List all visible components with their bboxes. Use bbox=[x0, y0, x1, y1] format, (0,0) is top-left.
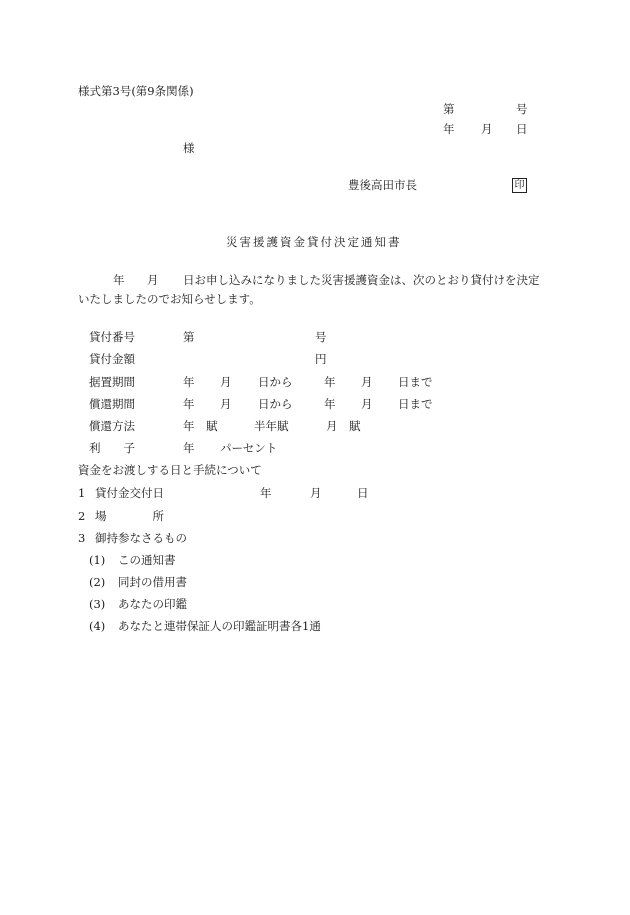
addressee-honorific: 様 bbox=[183, 141, 195, 155]
required-item-label: あなたの印鑑 bbox=[118, 597, 187, 611]
repayment-period-label: 償還期間 bbox=[89, 397, 135, 411]
deferment-month: 月 bbox=[220, 375, 232, 389]
procedure-item-3-label: 御持参なさるもの bbox=[95, 531, 187, 545]
disbursement-year: 年 bbox=[260, 486, 272, 500]
procedure-item-2-number: 2 bbox=[78, 509, 86, 523]
interest-year: 年 bbox=[183, 441, 195, 455]
deferment-until: 日まで bbox=[398, 375, 433, 389]
form-label: 様式第3号(第9条関係) bbox=[78, 84, 194, 98]
repayment-method-monthly: 月 賦 bbox=[326, 419, 361, 433]
deferment-from: 日から bbox=[258, 375, 293, 389]
procedure-item-2-label: 場 所 bbox=[95, 509, 164, 523]
repayment-method-label: 償還方法 bbox=[89, 419, 135, 433]
seal-mark: 印 bbox=[512, 178, 527, 193]
issuer-name: 豊後高田市長 bbox=[348, 178, 417, 192]
interest-label: 利 子 bbox=[89, 441, 135, 455]
repayment-method-semiannual: 半年賦 bbox=[254, 419, 289, 433]
deferment-label: 据置期間 bbox=[89, 375, 135, 389]
loan-number-suffix: 号 bbox=[315, 330, 327, 344]
date-day: 日 bbox=[516, 122, 528, 136]
issuer-seal bbox=[512, 178, 527, 193]
repayment-method-annual: 年 賦 bbox=[183, 419, 218, 433]
required-item-label: この通知書 bbox=[118, 553, 176, 567]
procedure-item-1-label: 貸付金交付日 bbox=[95, 486, 164, 500]
required-item-number: (4) bbox=[89, 619, 106, 633]
procedure-heading: 資金をお渡しする日と手続について bbox=[78, 463, 262, 477]
date-month: 月 bbox=[481, 122, 493, 136]
number-suffix: 号 bbox=[516, 102, 528, 116]
loan-number-label: 貸付番号 bbox=[89, 330, 135, 344]
repayment-period-from: 日から bbox=[258, 397, 293, 411]
procedure-item-3-number: 3 bbox=[78, 531, 86, 545]
loan-amount-label: 貸付金額 bbox=[89, 352, 135, 366]
body-line-2: いたしましたのでお知らせします。 bbox=[78, 292, 261, 306]
body-year: 年 bbox=[113, 273, 125, 287]
interest-percent: パーセント bbox=[220, 441, 278, 455]
required-item-number: (3) bbox=[89, 597, 106, 611]
deferment-year: 年 bbox=[183, 375, 195, 389]
repayment-period-year-2: 年 bbox=[324, 397, 336, 411]
required-item-number: (2) bbox=[89, 575, 106, 589]
date-year: 年 bbox=[443, 122, 455, 136]
loan-number-prefix: 第 bbox=[183, 330, 195, 344]
repayment-period-year: 年 bbox=[183, 397, 195, 411]
deferment-year-2: 年 bbox=[324, 375, 336, 389]
required-item-number: (1) bbox=[89, 553, 106, 567]
procedure-item-1-number: 1 bbox=[78, 486, 86, 500]
repayment-period-until: 日まで bbox=[398, 397, 433, 411]
body-line-1: 日お申し込みになりました災害援護資金は、次のとおり貸付けを決定 bbox=[183, 273, 540, 287]
repayment-period-month: 月 bbox=[220, 397, 232, 411]
deferment-month-2: 月 bbox=[361, 375, 373, 389]
required-item-label: 同封の借用書 bbox=[118, 575, 187, 589]
document-title: 災害援護資金貸付決定通知書 bbox=[226, 235, 402, 249]
disbursement-day: 日 bbox=[357, 486, 369, 500]
required-item-label: あなたと連帯保証人の印鑑証明書各1通 bbox=[118, 619, 321, 633]
number-prefix: 第 bbox=[443, 102, 455, 116]
body-month: 月 bbox=[147, 273, 159, 287]
loan-amount-unit: 円 bbox=[315, 352, 327, 366]
disbursement-month: 月 bbox=[310, 486, 322, 500]
repayment-period-month-2: 月 bbox=[361, 397, 373, 411]
